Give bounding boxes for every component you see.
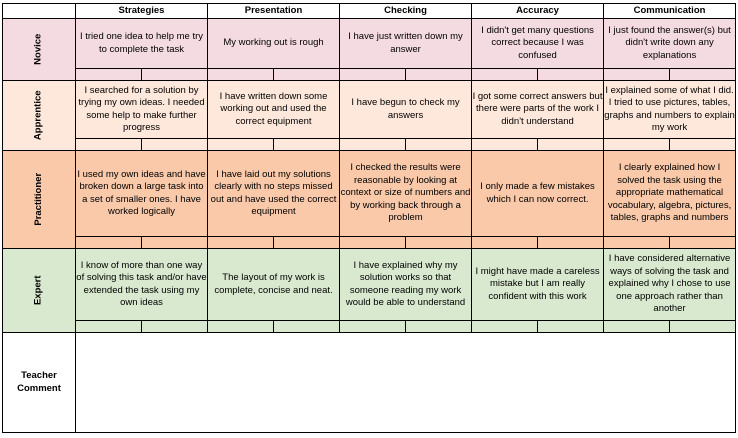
- subrow-apprentice: [3, 139, 736, 151]
- header-strategies: Strategies: [76, 4, 208, 19]
- sub-cell: [670, 139, 736, 151]
- sub-cell: [340, 69, 406, 81]
- cell-expert-communication: I have considered alternative ways of solving the task and explained why I chose to use one approach rather than another: [604, 249, 736, 321]
- cell-apprentice-accuracy: I got some correct answers but there were parts of the work I didn't understand: [472, 81, 604, 139]
- level-practitioner: [3, 151, 76, 249]
- row-expert: [3, 249, 736, 321]
- sub-cell: [76, 69, 142, 81]
- cell-practitioner-strategies: I used my own ideas and have broken down a large task into a set of smaller ones. I have worked logically: [76, 151, 208, 237]
- sub-cell: [604, 237, 670, 249]
- sub-cell: [340, 237, 406, 249]
- level-expert: [3, 249, 76, 333]
- sub-cell: [208, 237, 274, 249]
- cell-novice-accuracy: I didn't get many questions correct because I was confused: [472, 19, 604, 69]
- header-presentation: Presentation: [208, 4, 340, 19]
- subrow-expert: [3, 321, 736, 333]
- sub-cell: [76, 321, 142, 333]
- cell-novice-strategies: I tried one idea to help me try to complete the task: [76, 19, 208, 69]
- cell-apprentice-strategies: I searched for a solution by trying my own ideas. I needed some help to make further progress: [76, 81, 208, 139]
- rubric-table: [2, 3, 736, 433]
- sub-cell: [208, 69, 274, 81]
- sub-cell: [76, 139, 142, 151]
- sub-cell: [472, 237, 538, 249]
- sub-cell: [538, 321, 604, 333]
- sub-cell: [604, 69, 670, 81]
- cell-apprentice-checking: I have begun to check my answers: [340, 81, 472, 139]
- header-checking: Checking: [340, 4, 472, 19]
- sub-cell: [340, 321, 406, 333]
- sub-cell: [406, 321, 472, 333]
- row-apprentice: [3, 81, 736, 139]
- sub-cell: [274, 321, 340, 333]
- cell-apprentice-communication: I explained some of what I did. I tried to use pictures, tables, graphs and numbers to explain my work: [604, 81, 736, 139]
- subrow-novice: [3, 69, 736, 81]
- cell-expert-strategies: I know of more than one way of solving this task and/or have extended the task using my own ideas: [76, 249, 208, 321]
- cell-practitioner-checking: I checked the results were reasonable by looking at context or size of numbers and by working back through a problem: [340, 151, 472, 237]
- sub-cell: [670, 69, 736, 81]
- sub-cell: [142, 237, 208, 249]
- teacher-comment-line2: Comment: [17, 382, 61, 394]
- sub-cell: [274, 237, 340, 249]
- cell-expert-accuracy: I might have made a careless mistake but I am really confident with this work: [472, 249, 604, 321]
- sub-cell: [340, 139, 406, 151]
- sub-cell: [406, 139, 472, 151]
- sub-cell: [142, 139, 208, 151]
- header-row: [3, 4, 736, 19]
- sub-cell: [538, 237, 604, 249]
- cell-apprentice-presentation: I have written down some working out and used the correct equipment: [208, 81, 340, 139]
- sub-cell: [142, 321, 208, 333]
- teacher-comment-line1: Teacher: [21, 370, 57, 381]
- cell-practitioner-accuracy: I only made a few mistakes which I can now correct.: [472, 151, 604, 237]
- sub-cell: [208, 139, 274, 151]
- row-practitioner: [3, 151, 736, 237]
- sub-cell: [406, 69, 472, 81]
- level-label: Apprentice: [32, 90, 44, 141]
- cell-novice-checking: I have just written down my answer: [340, 19, 472, 69]
- sub-cell: [604, 321, 670, 333]
- cell-expert-checking: I have explained why my solution works so that someone reading my work would be able to understand: [340, 249, 472, 321]
- level-apprentice: [3, 81, 76, 151]
- level-label: Novice: [32, 33, 44, 66]
- subrow-practitioner: [3, 237, 736, 249]
- teacher-comment-label: [3, 333, 76, 433]
- sub-cell: [274, 139, 340, 151]
- sub-cell: [670, 321, 736, 333]
- header-accuracy: Accuracy: [472, 4, 604, 19]
- row-teacher-comment: [3, 333, 736, 433]
- header-communication: Communication: [604, 4, 736, 19]
- level-label: Practitioner: [32, 173, 44, 226]
- row-novice: [3, 19, 736, 69]
- sub-cell: [76, 237, 142, 249]
- sub-cell: [472, 321, 538, 333]
- sub-cell: [604, 139, 670, 151]
- teacher-comment-area[interactable]: [76, 333, 736, 433]
- cell-practitioner-communication: I clearly explained how I solved the task using the appropriate mathematical vocabulary, algebra, pictures, tables, graphs and numbers: [604, 151, 736, 237]
- cell-novice-communication: I just found the answer(s) but didn't write down any explanations: [604, 19, 736, 69]
- cell-novice-presentation: My working out is rough: [208, 19, 340, 69]
- sub-cell: [406, 237, 472, 249]
- sub-cell: [142, 69, 208, 81]
- sub-cell: [274, 69, 340, 81]
- sub-cell: [538, 69, 604, 81]
- level-label: Expert: [32, 275, 44, 306]
- sub-cell: [472, 139, 538, 151]
- level-novice: [3, 19, 76, 81]
- sub-cell: [670, 237, 736, 249]
- sub-cell: [208, 321, 274, 333]
- header-corner: [3, 4, 76, 19]
- cell-expert-presentation: The layout of my work is complete, concise and neat.: [208, 249, 340, 321]
- sub-cell: [538, 139, 604, 151]
- cell-practitioner-presentation: I have laid out my solutions clearly with no steps missed out and have used the correct equipment: [208, 151, 340, 237]
- sub-cell: [472, 69, 538, 81]
